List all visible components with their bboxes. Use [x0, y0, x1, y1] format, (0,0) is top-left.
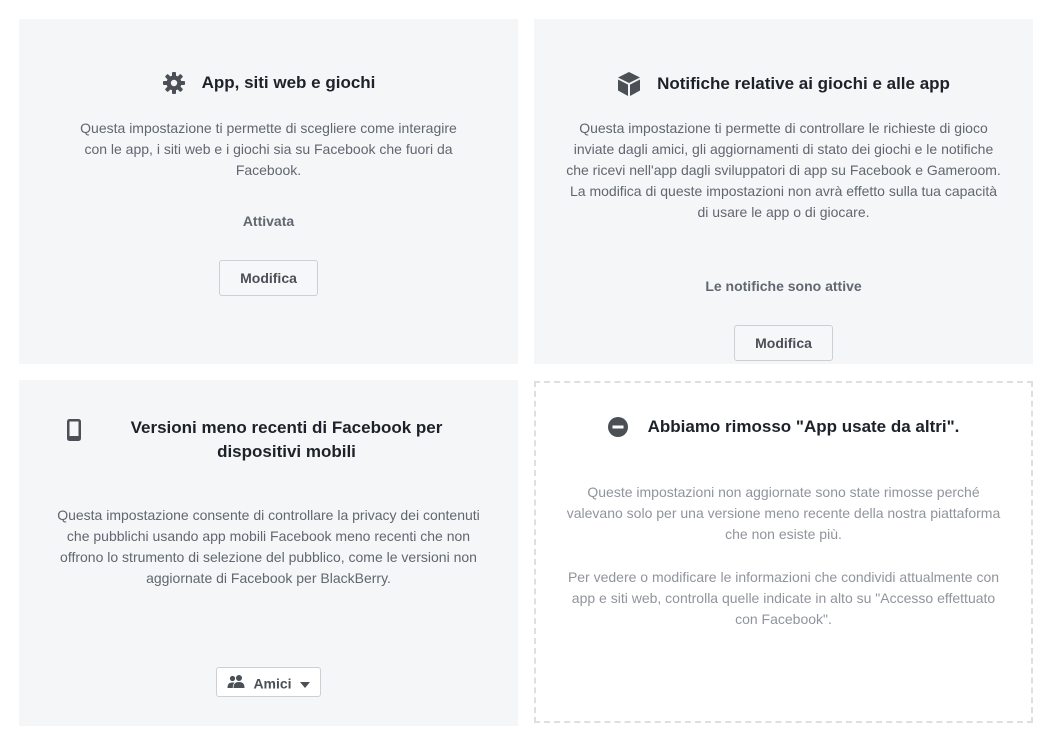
cube-icon	[617, 71, 641, 97]
edit-button[interactable]: Modifica	[219, 260, 318, 296]
gear-icon	[162, 71, 186, 95]
card-title: Notifiche relative ai giochi e alle app	[657, 74, 950, 93]
audience-selector-button[interactable]	[216, 667, 322, 697]
minus-circle-icon	[608, 417, 628, 437]
caret-down-icon	[300, 669, 310, 697]
how-to-edit-text: Per vedere o modificare le informazioni che condividi attualmente con app e siti web, controlla quelle indicate in alto su "Accesso effettuato con Facebook".	[567, 569, 1000, 627]
card-description: Questa impostazione consente di controllare la privacy dei contenuti che pubblichi usando app mobili Facebook meno recenti che non offrono lo strumento di selezione del pubblico, come le versioni non aggiornate di Facebook per BlackBerry.	[57, 507, 480, 586]
audience-label: Amici	[253, 675, 292, 692]
mobile-phone-icon	[66, 418, 82, 442]
card-title-row	[534, 71, 1033, 97]
card-title-row	[19, 71, 518, 95]
card-title: Abbiamo rimosso "App usate da altri".	[647, 417, 960, 436]
card-title: App, siti web e giochi	[201, 73, 376, 92]
card-title-row	[536, 417, 1031, 437]
apps-websites-games-card	[19, 19, 518, 364]
card-description: Questa impostazione ti permette di scegliere come interagire con le app, i siti web e i giochi sia su Facebook che fuori da Facebook.	[80, 120, 457, 178]
removed-explanation-text: Queste impostazioni non aggiornate sono state rimosse perché valevano solo per una versione meno recente della nostra piattaforma che non esiste più.	[566, 484, 1001, 542]
status-label: Le notifiche sono attive	[705, 278, 862, 294]
friends-icon	[227, 669, 245, 697]
removed-apps-others-use-card	[534, 381, 1033, 723]
edit-button[interactable]: Modifica	[734, 325, 833, 361]
card-description: Questa impostazione ti permette di controllare le richieste di gioco inviate dagli amici, gli aggiornamenti di stato dei giochi e le notifiche che ricevi nell'app dagli sviluppatori di app su Facebook e Gameroom. La modifica di queste impostazioni non avrà effetto sulla tua capacità di usare le app o di giocare.	[566, 120, 1001, 220]
card-title: Versioni meno recenti di Facebook per dispositivi mobili	[130, 418, 443, 461]
status-label: Attivata	[242, 213, 295, 229]
game-app-notifications-card	[534, 19, 1033, 364]
old-mobile-versions-card	[19, 380, 518, 726]
card-title-row	[59, 416, 478, 464]
